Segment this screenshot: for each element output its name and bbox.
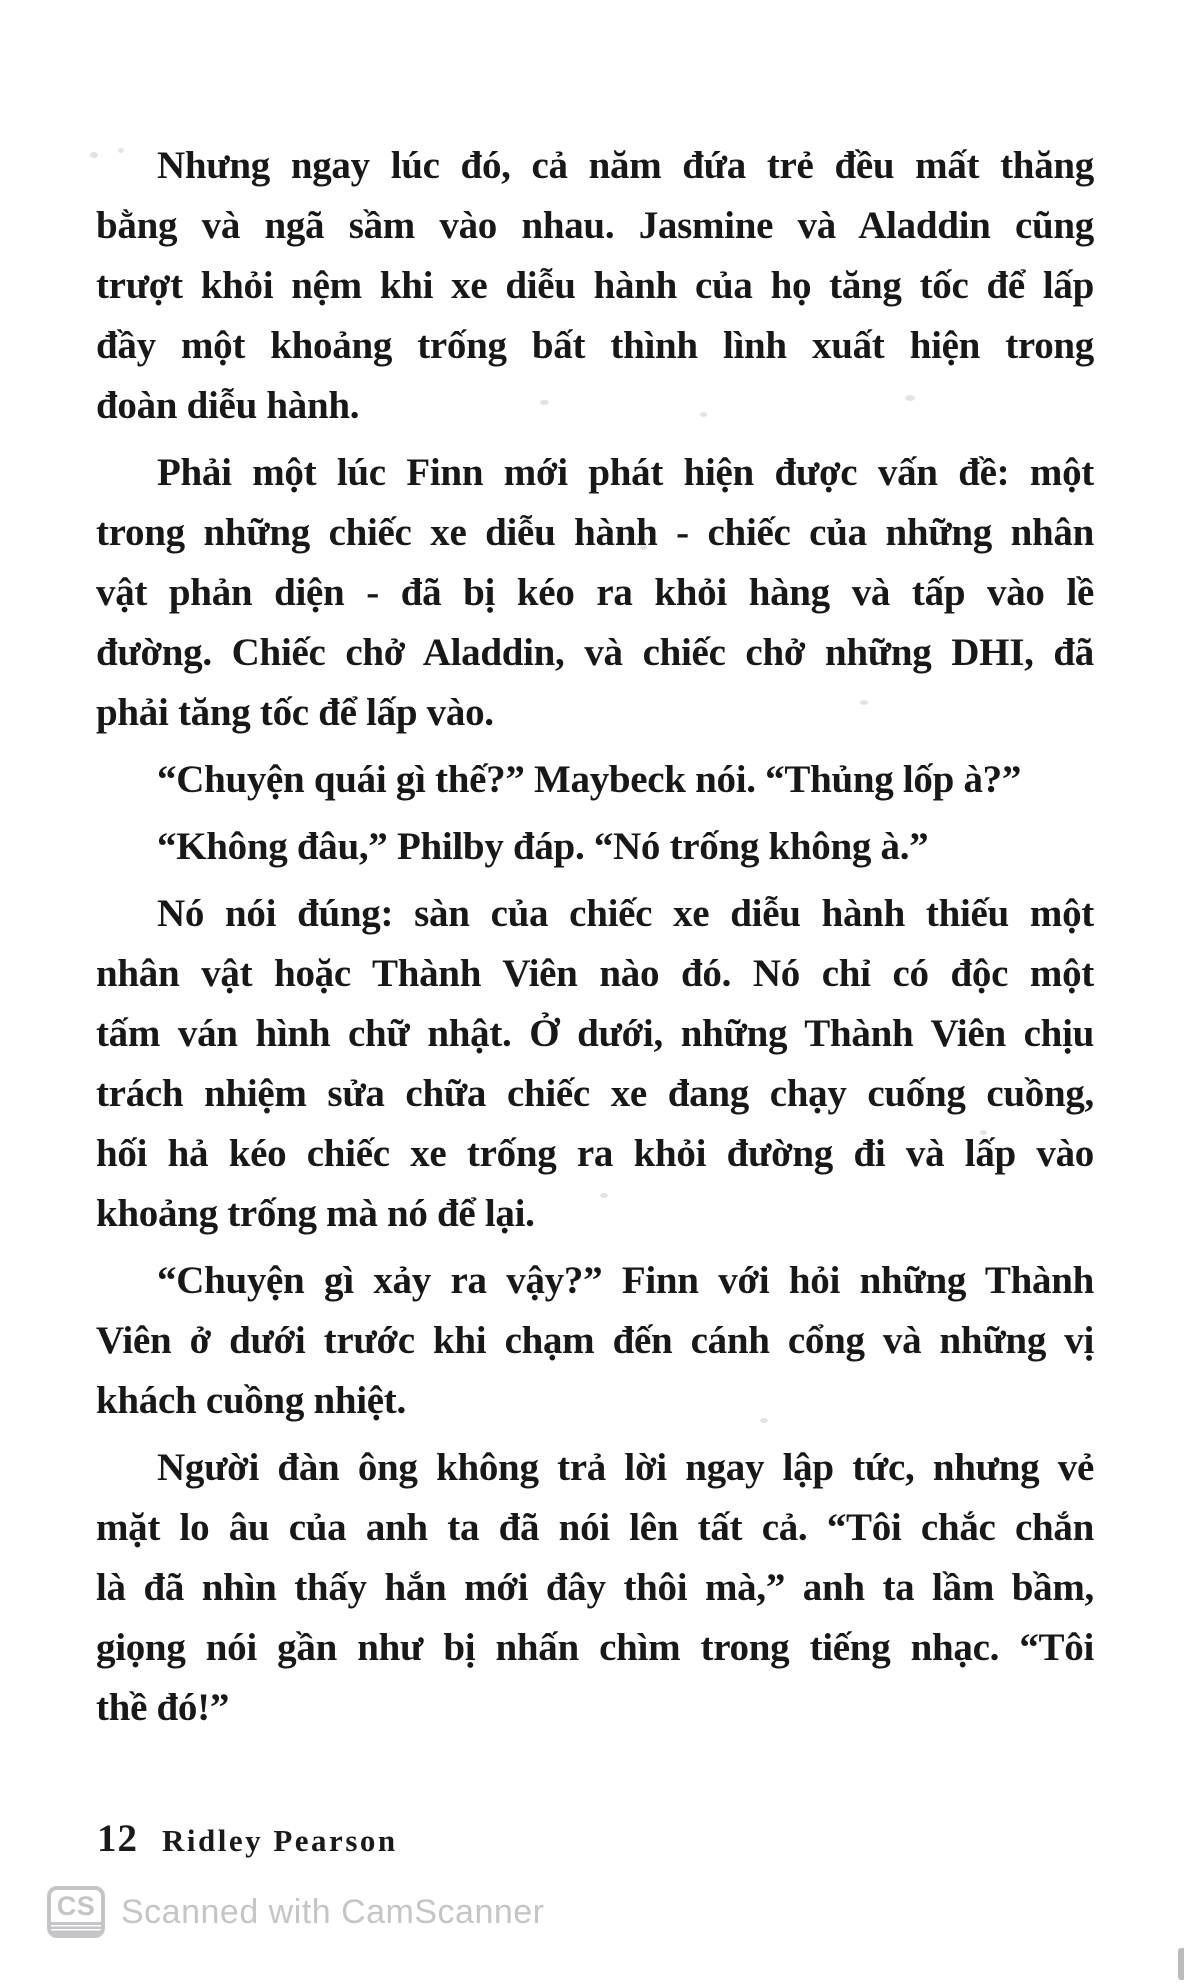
scan-edge-artifact	[1178, 1948, 1184, 1980]
text-line: đầy một khoảng trống bất thình lình xuất hiện trong	[96, 324, 1094, 367]
author-name: Ridley Pearson	[162, 1823, 398, 1858]
text-line: “Chuyện gì xảy ra vậy?” Finn với hỏi những Thành	[157, 1259, 1094, 1302]
scan-speck	[118, 148, 124, 153]
paragraph-5	[96, 884, 1094, 1244]
scan-speck	[640, 545, 647, 550]
text-line: mặt lo âu của anh ta đã nói lên tất cả. “Tôi chắc chắn	[96, 1506, 1094, 1549]
scan-speck	[540, 400, 549, 405]
scan-speck	[700, 412, 707, 417]
text-line: khoảng trống mà nó để lại.	[96, 1192, 535, 1235]
body-text	[96, 136, 1094, 1738]
text-line: trượt khỏi nệm khi xe diễu hành của họ tăng tốc để lấp	[96, 264, 1094, 307]
text-line: “Chuyện quái gì thế?” Maybeck nói. “Thủng lốp à?”	[157, 758, 1022, 801]
text-line: giọng nói gần như bị nhấn chìm trong tiếng nhạc. “Tôi	[96, 1626, 1094, 1669]
text-line: bằng và ngã sầm vào nhau. Jasmine và Aladdin cũng	[96, 204, 1094, 247]
scan-speck	[905, 395, 915, 401]
text-line: Viên ở dưới trước khi chạm đến cánh cổng và những vị	[96, 1319, 1094, 1362]
camscanner-label: Scanned with CamScanner	[121, 1893, 545, 1931]
text-line: vật phản diện - đã bị kéo ra khỏi hàng và tấp vào lề	[96, 571, 1094, 614]
paragraph-4-dialogue	[96, 817, 1094, 877]
text-line: thề đó!”	[96, 1686, 230, 1729]
paragraph-2	[96, 443, 1094, 743]
text-line: trách nhiệm sửa chữa chiếc xe đang chạy cuống cuồng,	[96, 1072, 1094, 1115]
text-line: Người đàn ông không trả lời ngay lập tức, nhưng vẻ	[157, 1446, 1094, 1489]
camscanner-logo-icon	[47, 1886, 105, 1938]
cs-logo-text: CS	[56, 1891, 96, 1921]
scan-speck	[760, 1418, 768, 1423]
scan-speck	[600, 1193, 608, 1198]
scan-speck	[90, 152, 98, 158]
text-line: phải tăng tốc để lấp vào.	[96, 691, 494, 734]
text-line: nhân vật hoặc Thành Viên nào đó. Nó chỉ có độc một	[96, 952, 1094, 995]
text-line: đoàn diễu hành.	[96, 384, 360, 427]
text-line: hối hả kéo chiếc xe trống ra khỏi đường đi và lấp vào	[96, 1132, 1094, 1175]
text-line: Phải một lúc Finn mới phát hiện được vấn đề: một	[157, 451, 1094, 494]
camscanner-watermark	[47, 1886, 545, 1938]
text-line: trong những chiếc xe diễu hành - chiếc của những nhân	[96, 511, 1094, 554]
scan-speck	[860, 700, 868, 705]
text-line: tấm ván hình chữ nhật. Ở dưới, những Thành Viên chịu	[96, 1012, 1094, 1055]
page-number: 12	[97, 1817, 138, 1860]
paragraph-1	[96, 136, 1094, 436]
paragraph-7	[96, 1438, 1094, 1738]
running-footer	[97, 1816, 398, 1861]
paragraph-6-dialogue	[96, 1251, 1094, 1431]
text-line: khách cuồng nhiệt.	[96, 1379, 406, 1422]
text-line: là đã nhìn thấy hắn mới đây thôi mà,” anh ta lầm bầm,	[96, 1566, 1094, 1609]
cs-logo-pages	[51, 1922, 101, 1934]
scan-speck	[980, 1130, 987, 1135]
paragraph-3-dialogue	[96, 750, 1094, 810]
text-line: Nó nói đúng: sàn của chiếc xe diễu hành thiếu một	[157, 892, 1094, 935]
text-line: “Không đâu,” Philby đáp. “Nó trống không à.”	[157, 825, 929, 868]
text-line: Nhưng ngay lúc đó, cả năm đứa trẻ đều mất thăng	[157, 144, 1094, 187]
text-line: đường. Chiếc chở Aladdin, và chiếc chở những DHI, đã	[96, 631, 1094, 674]
